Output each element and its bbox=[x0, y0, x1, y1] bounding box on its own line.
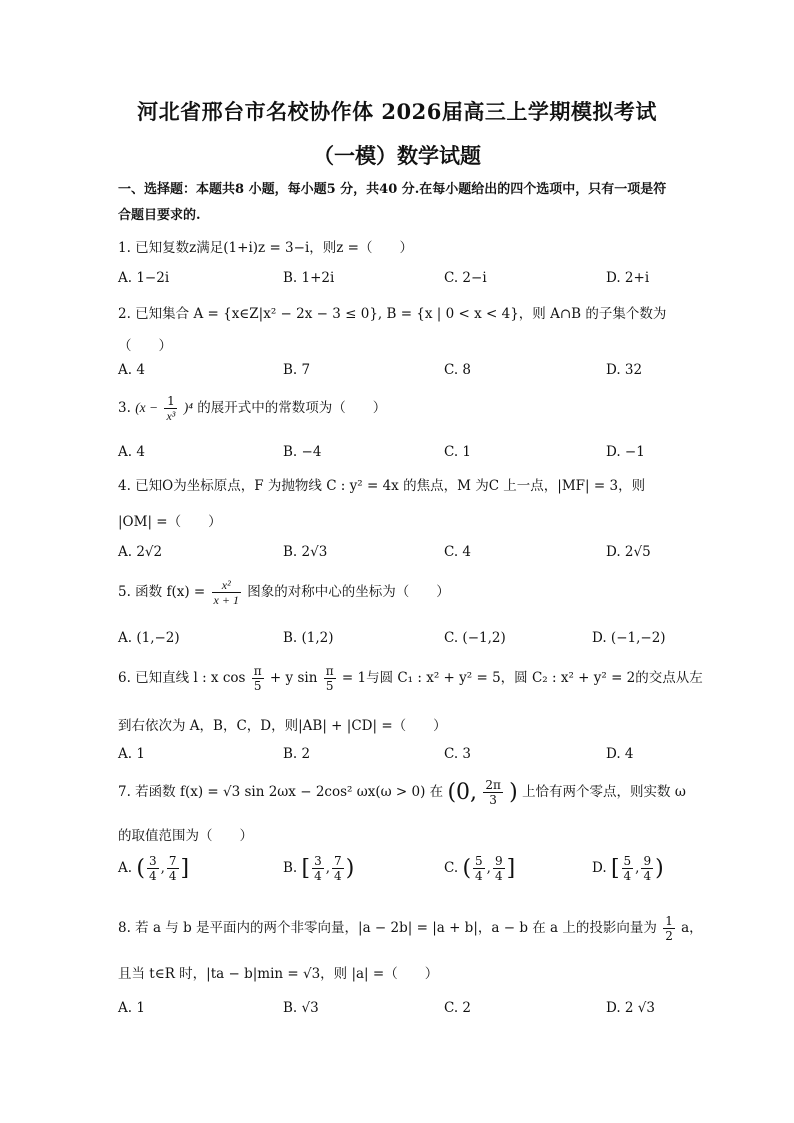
q7-d-frac2-den: 4 bbox=[643, 869, 652, 883]
q2-option-c: C. 8 bbox=[444, 362, 472, 378]
q7-d-frac2-num: 9 bbox=[643, 854, 652, 868]
q6-tail: = 1与圆 C₁ : x² + y² = 5，圆 C₂ : x² + y² = 2的交点从左 bbox=[341, 670, 703, 686]
q5-option-c: C. (−1,2) bbox=[444, 630, 506, 646]
q7-interval-close: ) bbox=[509, 780, 518, 805]
q8-frac-denominator: 2 bbox=[665, 929, 673, 943]
q7-option-a: A. ( $\frac{3}{4}$ , $\frac{7}{4}$ ] bbox=[118, 854, 190, 883]
q7-frac-numerator: 2π bbox=[485, 778, 501, 792]
q8-option-a: A. 1 bbox=[118, 1000, 145, 1016]
q7-option-d-lbracket: [ bbox=[610, 856, 620, 881]
q5-option-b: B. (1,2) bbox=[283, 630, 334, 646]
question-6-stem-cont: 到右依次为 A，B，C，D，则|AB| + |CD| =（ ） bbox=[118, 718, 447, 734]
q7-b-frac1-den: 4 bbox=[314, 869, 322, 883]
q5-tail: 图象的对称中心的坐标为（ ） bbox=[247, 584, 450, 600]
q4-option-b: B. 2√3 bbox=[283, 544, 328, 560]
q7-option-d-label: D. bbox=[592, 860, 607, 876]
q7-prefix: 7. 若函数 f(x) = √3 sin 2ωx − 2cos² ωx(ω > 0) 在 bbox=[118, 784, 444, 800]
exam-title-line2: （一模）数学试题 bbox=[313, 143, 481, 168]
q7-option-c-label: C. bbox=[444, 860, 459, 876]
q2-option-a: A. 4 bbox=[118, 362, 145, 378]
question-4-stem-cont: |OM| =（ ） bbox=[118, 514, 222, 530]
q3-option-c: C. 1 bbox=[444, 444, 472, 460]
q7-option-b-frac1 bbox=[312, 854, 324, 883]
q7-fraction bbox=[483, 778, 503, 807]
question-7-stem bbox=[118, 778, 686, 807]
q7-b-frac2-num: 7 bbox=[334, 854, 342, 868]
q7-option-a-frac2 bbox=[167, 854, 179, 883]
q7-tail: 上恰有两个零点，则实数 ω bbox=[522, 784, 686, 800]
q7-option-b-label: B. bbox=[283, 860, 298, 876]
exam-title-line1: 河北省邢台市名校协作体 2026届高三上学期模拟考试 bbox=[137, 99, 657, 124]
q3-tail: 的展开式中的常数项为（ ） bbox=[197, 400, 387, 416]
q8-fraction bbox=[663, 914, 675, 943]
question-1-stem: 1. 已知复数z满足(1+i)z = 3−i，则z =（ ） bbox=[118, 240, 413, 256]
q5-fraction bbox=[212, 578, 241, 607]
question-8-stem bbox=[118, 914, 703, 943]
question-5-stem bbox=[118, 578, 450, 607]
q4-option-d: D. 2√5 bbox=[606, 544, 651, 560]
question-2-stem-cont: （ ） bbox=[118, 338, 172, 354]
q6-option-d: D. 4 bbox=[606, 746, 634, 762]
q8-tail: a， bbox=[681, 920, 703, 936]
q3-expr-open: (x − bbox=[135, 400, 159, 415]
q7-option-d-frac2 bbox=[641, 854, 653, 883]
q3-option-b: B. −4 bbox=[283, 444, 322, 460]
q6-frac2-denominator: 5 bbox=[325, 679, 334, 693]
q6-fraction-2 bbox=[324, 664, 336, 693]
q7-option-d-frac1 bbox=[622, 854, 634, 883]
q8-option-b: B. √3 bbox=[283, 1000, 319, 1016]
q7-interval-open: (0, bbox=[447, 780, 478, 805]
q4-option-c: C. 4 bbox=[444, 544, 472, 560]
question-4-stem: 4. 已知O为坐标原点，F 为抛物线 C : y² = 4x 的焦点，M 为C 上一点，|MF| = 3，则 bbox=[118, 478, 646, 494]
q7-option-c-frac2 bbox=[493, 854, 505, 883]
q6-option-b: B. 2 bbox=[283, 746, 311, 762]
q7-option-c-lbracket: ( bbox=[462, 856, 472, 881]
q5-frac-denominator: x + 1 bbox=[213, 593, 239, 607]
q7-a-frac2-den: 4 bbox=[168, 869, 177, 883]
q5-option-d: D. (−1,−2) bbox=[592, 630, 666, 646]
q7-option-d-rbracket: ) bbox=[655, 856, 664, 881]
q1-option-c: C. 2−i bbox=[444, 270, 487, 286]
q7-b-frac2-den: 4 bbox=[334, 869, 342, 883]
q7-a-frac2-num: 7 bbox=[168, 854, 177, 868]
q3-option-a: A. 4 bbox=[118, 444, 145, 460]
q7-option-a-lbracket: ( bbox=[136, 856, 145, 881]
q6-frac1-denominator: 5 bbox=[253, 679, 262, 693]
question-7-stem-cont: 的取值范围为（ ） bbox=[118, 828, 253, 844]
q6-prefix: 6. 已知直线 l : x cos bbox=[118, 670, 246, 686]
question-8-stem-cont: 且当 t∈R 时，|ta − b|min = √3，则 |a| =（ ） bbox=[118, 966, 439, 982]
q2-option-d: D. 32 bbox=[606, 362, 643, 378]
q7-option-b-frac2 bbox=[332, 854, 344, 883]
q7-option-a-rbracket: ] bbox=[180, 856, 190, 881]
q3-frac-numerator: 1 bbox=[164, 394, 177, 409]
q3-fraction bbox=[164, 394, 177, 423]
q7-option-d: D. [ $\frac{5}{4}$ , $\frac{9}{4}$ ) bbox=[592, 854, 664, 883]
q6-frac2-numerator: π bbox=[325, 664, 334, 678]
q7-option-b-lbracket: [ bbox=[301, 856, 311, 881]
q1-option-a: A. 1−2i bbox=[118, 270, 170, 286]
q3-frac-denominator: x³ bbox=[166, 409, 176, 423]
q7-d-frac1-num: 5 bbox=[623, 854, 632, 868]
q7-option-c-rbracket: ] bbox=[506, 856, 516, 881]
q7-c-frac1-num: 5 bbox=[475, 854, 483, 868]
q1-option-d: D. 2+i bbox=[606, 270, 650, 286]
q3-number: 3. bbox=[118, 400, 131, 416]
q6-mid: + y sin bbox=[269, 670, 318, 686]
q7-frac-denominator: 3 bbox=[489, 793, 497, 807]
section-instructions: 一、选择题：本题共8 小题，每小题5 分，共40 分.在每小题给出的四个选项中，只有一项是符合题目要求的. bbox=[118, 182, 667, 223]
q5-option-a: A. (1,−2) bbox=[118, 630, 180, 646]
q7-option-b: B. [ $\frac{3}{4}$ , $\frac{7}{4}$ ) bbox=[283, 854, 355, 883]
q7-b-frac1-num: 3 bbox=[314, 854, 322, 868]
q7-option-c-frac1 bbox=[473, 854, 485, 883]
question-6-stem bbox=[118, 664, 703, 693]
q3-option-d: D. −1 bbox=[606, 444, 645, 460]
q2-option-b: B. 7 bbox=[283, 362, 311, 378]
q5-prefix: 5. 函数 f(x) = bbox=[118, 584, 206, 600]
q7-option-c: C. ( $\frac{5}{4}$ , $\frac{9}{4}$ ] bbox=[444, 854, 516, 883]
q4-option-a: A. 2√2 bbox=[118, 544, 163, 560]
q8-option-d: D. 2 √3 bbox=[606, 1000, 655, 1016]
question-3-stem bbox=[118, 394, 386, 423]
q5-frac-numerator: x² bbox=[212, 578, 241, 593]
q8-option-c: C. 2 bbox=[444, 1000, 472, 1016]
q7-a-frac1-num: 3 bbox=[148, 854, 157, 868]
q6-option-c: C. 3 bbox=[444, 746, 472, 762]
q3-expr-close: )⁴ bbox=[183, 400, 193, 415]
q7-option-a-frac1 bbox=[147, 854, 159, 883]
q6-option-a: A. 1 bbox=[118, 746, 145, 762]
q8-frac-numerator: 1 bbox=[665, 914, 673, 928]
question-2-stem: 2. 已知集合 A = {x∈Z|x² − 2x − 3 ≤ 0}, B = {x | 0 < x < 4}，则 A∩B 的子集个数为 bbox=[118, 306, 667, 322]
q1-option-b: B. 1+2i bbox=[283, 270, 335, 286]
q7-option-a-label: A. bbox=[118, 860, 133, 876]
q7-option-b-rbracket: ) bbox=[345, 856, 355, 881]
q7-c-frac2-num: 9 bbox=[494, 854, 503, 868]
q7-c-frac1-den: 4 bbox=[475, 869, 483, 883]
q7-c-frac2-den: 4 bbox=[494, 869, 503, 883]
q8-prefix: 8. 若 a 与 b 是平面内的两个非零向量，|a − 2b| = |a + b|，a − b 在 a 上的投影向量为 bbox=[118, 920, 657, 936]
q7-d-frac1-den: 4 bbox=[623, 869, 632, 883]
q6-frac1-numerator: π bbox=[253, 664, 262, 678]
q7-a-frac1-den: 4 bbox=[148, 869, 157, 883]
q6-fraction-1 bbox=[252, 664, 264, 693]
